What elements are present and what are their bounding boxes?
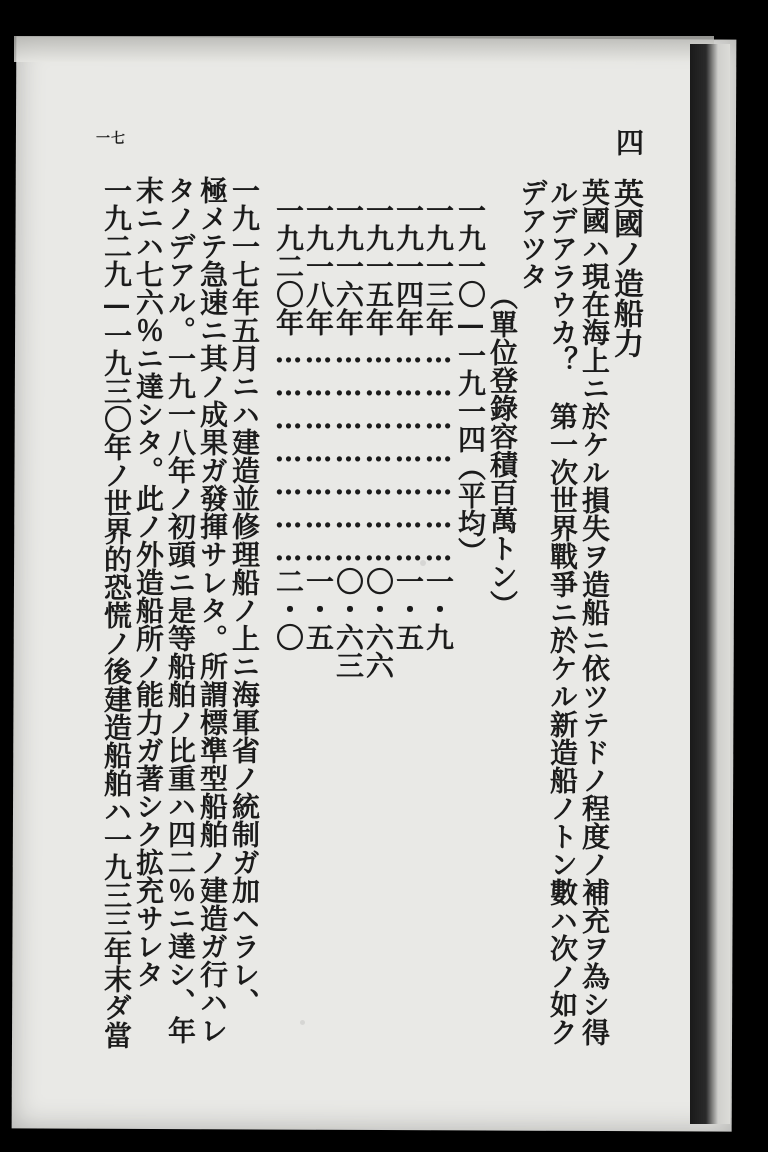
ink-speck: [300, 1020, 305, 1025]
table-row-1920: 一九二〇年…………………二・〇: [272, 196, 305, 651]
table-row-1916: 一九一六年…………………〇・六三: [332, 196, 365, 679]
table-unit-note: （單位登錄容積百萬トン）: [486, 282, 519, 618]
text-line-2: ルデアラウカ？ 第一次世界戰爭ニ於ケル新造船ノトン數ハ次ノ如ク: [546, 178, 579, 1046]
page-top-edge: [14, 36, 714, 62]
table-row-1915: 一九一五年…………………〇・六六: [362, 196, 395, 679]
table-row-1914: 一九一四年…………………一・五: [392, 196, 425, 651]
text-line-5: 極メテ急速ニ其ノ成果ガ發揮サレタ。所謂標準型船舶ノ建造ガ行ハレ: [196, 176, 229, 1044]
text-line-3: デアツタ: [516, 178, 549, 290]
text-line-4: 一九一七年五月ニハ建造並修理船ノ上ニ海軍省ノ統制ガ加ヘラレ、: [228, 176, 261, 1016]
table-row-average: 一九一〇—一九一四（平均）: [454, 196, 487, 565]
text-line-6: タノデアル。一九一八年ノ初頭ニ是等船舶ノ比重ハ四二％ニ達シ、年: [164, 176, 197, 1044]
section-heading: 英國ノ造船力: [608, 178, 643, 358]
book-spine-edge: [690, 44, 730, 1124]
text-line-8: 一九二九—一九三〇年ノ世界的恐慌ノ後建造船舶ハ一九三三年末ダ當: [100, 176, 133, 1049]
table-row-1918: 一九一八年…………………一・五: [302, 196, 335, 651]
text-line-1: 英國ハ現在海上ニ於ケル損失ヲ造船ニ依ツテドノ程度ノ補充ヲ為シ得: [578, 178, 611, 1046]
folio-mark: 一七: [96, 131, 126, 147]
page-number: 四: [612, 128, 645, 156]
text-line-7: 末ニハ七六％ニ達シタ。此ノ外造船所ノ能力ガ著シク拡充サレタ: [132, 176, 165, 988]
table-row-1913: 一九一三年…………………一・九: [422, 196, 455, 651]
